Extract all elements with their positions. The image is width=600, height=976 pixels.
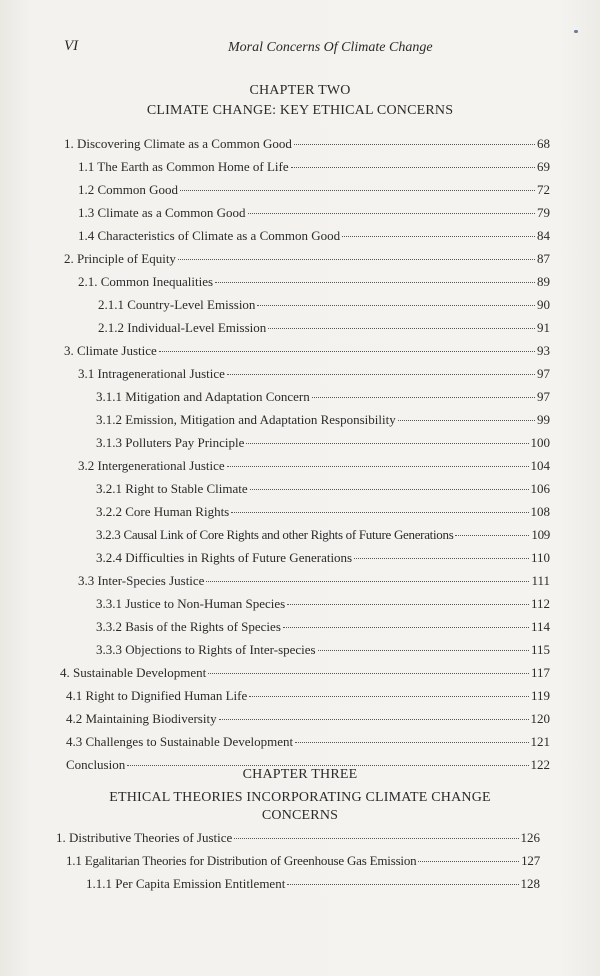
dot-leader xyxy=(342,236,535,237)
toc-entry-page: 79 xyxy=(537,205,550,220)
toc-entry-page: 120 xyxy=(530,711,550,726)
toc-entry[interactable] xyxy=(96,386,550,408)
toc-entry[interactable] xyxy=(96,639,550,661)
toc-entry[interactable] xyxy=(56,827,540,849)
dot-leader xyxy=(287,604,529,605)
dot-leader xyxy=(268,328,535,329)
toc-entry-title: 3.3 Inter-Species Justice xyxy=(78,573,205,588)
dot-leader xyxy=(257,305,535,306)
toc-entry[interactable] xyxy=(64,340,550,362)
toc-entry-title: 4. Sustainable Development xyxy=(60,665,207,680)
toc-entry-title: 2.1.2 Individual-Level Emission xyxy=(98,320,267,335)
toc-entry[interactable] xyxy=(86,873,540,895)
toc-entry-page: 69 xyxy=(537,159,550,174)
dot-leader xyxy=(291,167,535,168)
dot-leader xyxy=(227,374,535,375)
toc-entry-title: 4.2 Maintaining Biodiversity xyxy=(66,711,217,726)
toc-entry[interactable] xyxy=(78,156,550,178)
toc-entry-title: 4.1 Right to Dignified Human Life xyxy=(66,688,248,703)
toc-entry-page: 89 xyxy=(537,274,550,289)
toc-entry[interactable] xyxy=(96,409,550,431)
toc-entry[interactable] xyxy=(66,708,550,730)
dot-leader xyxy=(178,259,535,260)
toc-entry[interactable] xyxy=(96,524,550,546)
toc-entry-title: 1. Discovering Climate as a Common Good xyxy=(64,136,292,151)
toc-entry-title: 3.2.4 Difficulties in Rights of Future Generations xyxy=(96,550,353,565)
toc-entry[interactable] xyxy=(66,850,540,872)
toc-entry-title: 1.1 Egalitarian Theories for Distribution of Greenhouse Gas Emission xyxy=(66,853,417,868)
toc-entry[interactable] xyxy=(98,317,550,339)
dot-leader xyxy=(418,861,519,862)
toc-entry-title: 3.1 Intragenerational Justice xyxy=(78,366,225,381)
chapter-label: CHAPTER TWO xyxy=(249,83,351,98)
toc-entry-page: 122 xyxy=(530,757,550,772)
toc-entry-title: 2.1. Common Inequalities xyxy=(78,274,214,289)
chapter-two-header xyxy=(60,82,540,120)
toc-entry[interactable] xyxy=(78,271,550,293)
toc-entry-title: 3.1.2 Emission, Mitigation and Adaptation Responsibility xyxy=(96,412,396,427)
toc-entry-page: 128 xyxy=(520,876,540,891)
toc-entry-title: 3.1.3 Polluters Pay Principle xyxy=(96,435,245,450)
ink-speck xyxy=(574,30,578,33)
toc-entry-page: 108 xyxy=(530,504,550,519)
toc-entry-page: 72 xyxy=(537,182,550,197)
toc-entry-page: 97 xyxy=(537,389,550,404)
toc-entry-title: 1.4 Characteristics of Climate as a Common Good xyxy=(78,228,341,243)
toc-entry-page: 87 xyxy=(537,251,550,266)
dot-leader xyxy=(318,650,529,651)
dot-leader xyxy=(227,466,529,467)
toc-entry-title: 3.1.1 Mitigation and Adaptation Concern xyxy=(96,389,310,404)
dot-leader xyxy=(294,144,535,145)
toc-entry[interactable] xyxy=(98,294,550,316)
toc-entry-page: 109 xyxy=(531,527,550,542)
toc-entry-page: 117 xyxy=(530,665,550,680)
toc-entry[interactable] xyxy=(78,179,550,201)
toc-entry-page: 97 xyxy=(537,366,550,381)
toc-entry-page: 90 xyxy=(537,297,550,312)
toc-entry-page: 115 xyxy=(530,642,550,657)
dot-leader xyxy=(231,512,528,513)
toc-entry-page: 100 xyxy=(530,435,550,450)
toc-entry-page: 111 xyxy=(531,573,550,588)
toc-entry[interactable] xyxy=(96,501,550,523)
toc-entry-title: 3.2 Intergenerational Justice xyxy=(78,458,225,473)
toc-entry-title: 3.2.3 Causal Link of Core Rights and other Rights of Future Generations xyxy=(96,527,454,542)
toc-entry-title: 1.2 Common Good xyxy=(78,182,179,197)
toc-entry-title: 3. Climate Justice xyxy=(64,343,157,358)
dot-leader xyxy=(354,558,529,559)
toc-entry-title: 2. Principle of Equity xyxy=(64,251,176,266)
toc-entry-title: 1. Distributive Theories of Justice xyxy=(56,830,233,845)
toc-entry[interactable] xyxy=(66,731,550,753)
chapter-heading-line-2: CONCERNS xyxy=(261,808,339,823)
toc-entry[interactable] xyxy=(78,455,550,477)
dot-leader xyxy=(398,420,535,421)
chapter-heading: CLIMATE CHANGE: KEY ETHICAL CONCERNS xyxy=(146,103,454,118)
toc-entry[interactable] xyxy=(96,593,550,615)
toc-entry-page: 99 xyxy=(537,412,550,427)
page-folio: VI xyxy=(64,38,79,54)
running-head xyxy=(0,38,600,58)
toc-entry[interactable] xyxy=(96,478,550,500)
chapter-three-header xyxy=(60,766,540,825)
toc-entry-page: 127 xyxy=(521,853,540,868)
toc-entry-title: Conclusion xyxy=(66,757,126,772)
dot-leader xyxy=(208,673,529,674)
dot-leader xyxy=(219,719,529,720)
toc-entry-page: 106 xyxy=(530,481,550,496)
dot-leader xyxy=(248,213,535,214)
dot-leader xyxy=(283,627,529,628)
toc-entry-page: 91 xyxy=(537,320,550,335)
dot-leader xyxy=(287,884,518,885)
dot-leader xyxy=(206,581,529,582)
dot-leader xyxy=(234,838,518,839)
dot-leader xyxy=(249,696,529,697)
toc-entry-title: 3.3.3 Objections to Rights of Inter-species xyxy=(96,642,316,657)
toc-entry-title: 3.3.2 Basis of the Rights of Species xyxy=(96,619,281,634)
toc-entry-page: 104 xyxy=(530,458,550,473)
toc-entry-page: 68 xyxy=(537,136,550,151)
toc-entry-page: 119 xyxy=(530,688,550,703)
toc-entry-title: 1.3 Climate as a Common Good xyxy=(78,205,246,220)
book-title: Moral Concerns Of Climate Change xyxy=(228,40,433,55)
toc-entry-title: 1.1 The Earth as Common Home of Life xyxy=(78,159,289,174)
dot-leader xyxy=(312,397,535,398)
dot-leader xyxy=(246,443,528,444)
dot-leader xyxy=(159,351,535,352)
dot-leader xyxy=(250,489,529,490)
toc-entry-page: 126 xyxy=(520,830,540,845)
toc-entry[interactable] xyxy=(78,363,550,385)
toc-entry-title: 1.1.1 Per Capita Emission Entitlement xyxy=(86,876,286,891)
toc-entry[interactable] xyxy=(78,570,550,592)
toc-entry[interactable] xyxy=(96,432,550,454)
toc-entry[interactable] xyxy=(64,133,550,155)
dot-leader xyxy=(295,742,528,743)
toc-entry-title: 3.2.1 Right to Stable Climate xyxy=(96,481,248,496)
toc-entry-title: 3.2.2 Core Human Rights xyxy=(96,504,230,519)
toc-entry-page: 110 xyxy=(530,550,550,565)
toc-entry[interactable] xyxy=(78,202,550,224)
toc-entry[interactable] xyxy=(96,616,550,638)
toc-entry[interactable] xyxy=(66,685,550,707)
toc-entry-page: 121 xyxy=(530,734,550,749)
toc-entry-page: 114 xyxy=(530,619,550,634)
toc-entry[interactable] xyxy=(78,225,550,247)
dot-leader xyxy=(455,535,529,536)
toc-entry-page: 112 xyxy=(530,596,550,611)
toc-entry-title: 4.3 Challenges to Sustainable Development xyxy=(66,734,294,749)
toc-entry-title: 2.1.1 Country-Level Emission xyxy=(98,297,256,312)
toc-entry[interactable] xyxy=(60,662,550,684)
dot-leader xyxy=(180,190,535,191)
toc-entry-page: 93 xyxy=(537,343,550,358)
toc-entry[interactable] xyxy=(96,547,550,569)
toc-entry[interactable] xyxy=(64,248,550,270)
chapter-label: CHAPTER THREE xyxy=(242,767,358,782)
toc-entry-title: 3.3.1 Justice to Non-Human Species xyxy=(96,596,286,611)
dot-leader xyxy=(215,282,535,283)
toc-entry-page: 84 xyxy=(537,228,550,243)
chapter-heading-line-1: ETHICAL THEORIES INCORPORATING CLIMATE CHANGE xyxy=(109,790,491,805)
